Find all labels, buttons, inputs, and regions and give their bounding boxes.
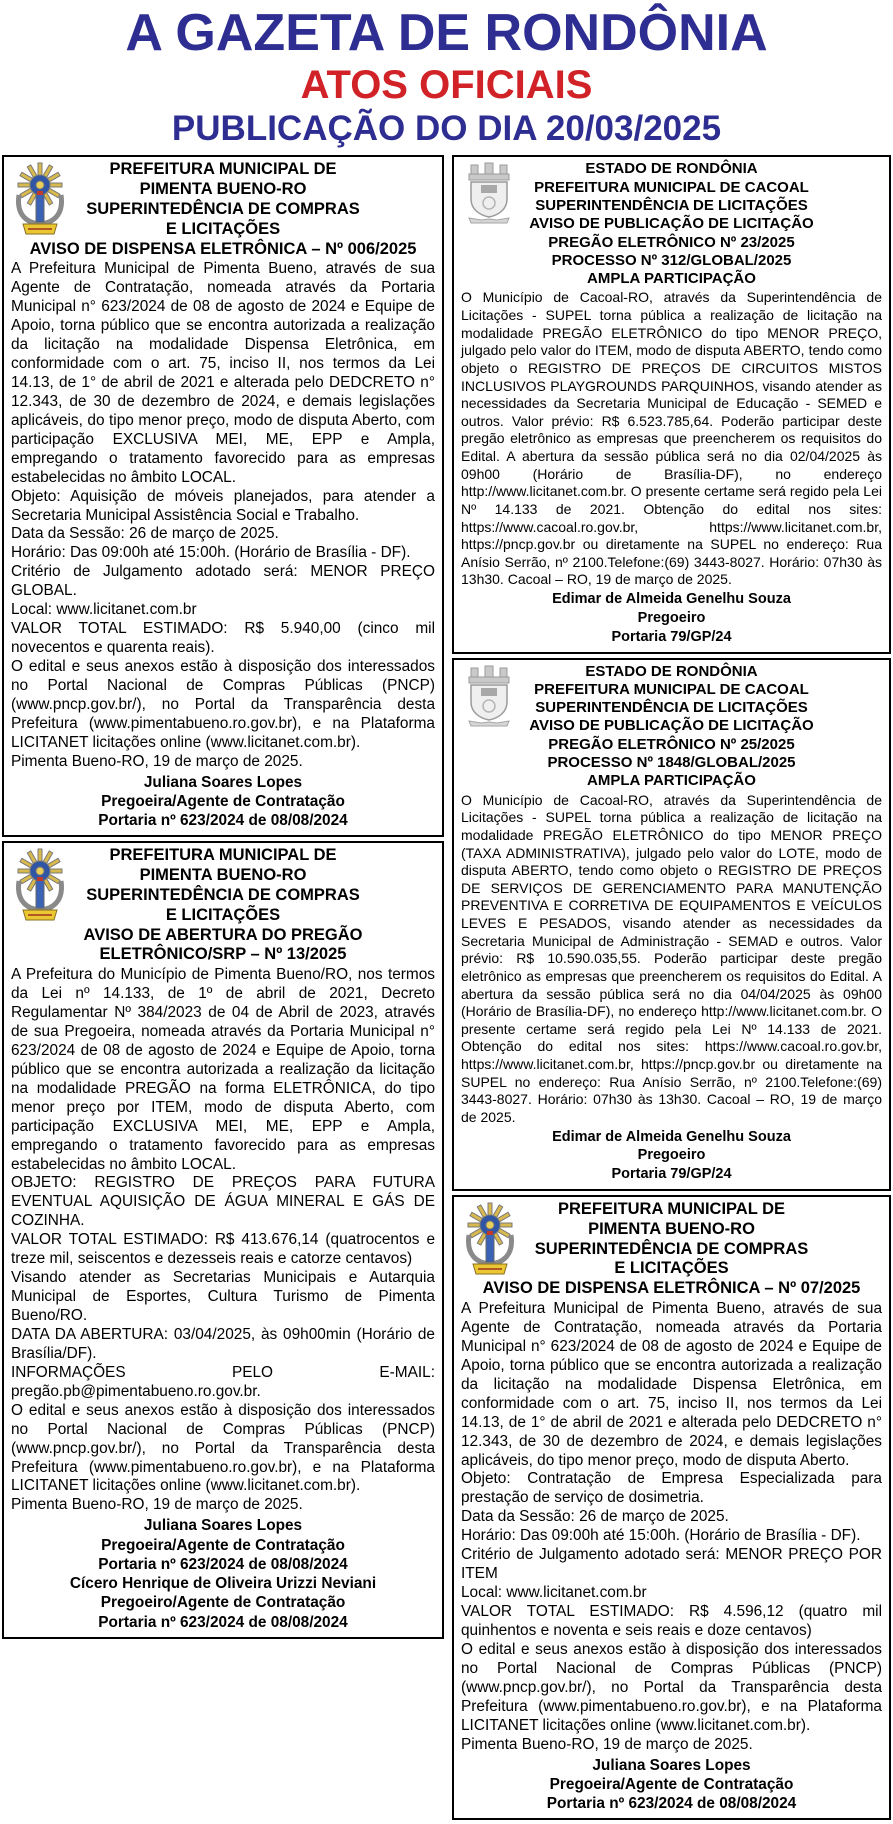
notice-paragraph: O Município de Cacoal-RO, através da Superintendência de Licitações - SUPEL torna pública a realização de licitação na modalidade PREGÃO ELETRÔNICO do tipo MENOR PREÇO (TAXA ADMINISTRATIVA), julgado pelo valor do LOTE, modo de disputa ABERTO, tendo como objeto o REGISTRO DE PREÇOS DE SERVIÇOS DE GERENCIAMENTO PARA MANUTENÇÃO PREVENTIVA E CORRETIVA DE EQUIPAMENTOS E VEÍCULOS LEVES E PESADOS, visando atender as necessidades da Secretaria Municipal de Administração - SEMAD e outros. Valor prévio: R$ 10.590.035,55. Poderão participar deste pregão eletrônico as empresas que preencherem os requisitos do Edital. A abertura da sessão pública será no dia 04/04/2025 às 09h00 (Horário de Brasília-DF), no endereço http://www.licitanet.com.br. O presente certame será regido pela Lei Nº 14.133 de 2021. Obtenção do edital nos sites: https://www.cacoal.ro.gov.br, https://www.licitanet.com.br, https://pncp.gov.br ou diretamente na SUPEL no endereço: Rua Anísio Serrão, nº 2100.Telefone:(69) 3443-8027. Horário: 07h30 às 13h30. Cacoal – RO, 19 de março de 2025. bbox=[461, 791, 882, 1125]
notice-header-line: AVISO DE PUBLICAÇÃO DE LICITAÇÃO bbox=[529, 717, 814, 735]
notice-paragraph: Pimenta Bueno-RO, 19 de março de 2025. bbox=[11, 752, 303, 770]
notice-header-line: SUPERINTEDÊNCIA DE COMPRAS bbox=[86, 199, 360, 218]
signature-line: Pregoeiro bbox=[637, 1147, 706, 1164]
notice-paragraph: Critério de Julgamento adotado será: MENOR PREÇO GLOBAL. bbox=[11, 563, 435, 600]
paper-title: A GAZETA DE RONDÔNIA bbox=[125, 4, 768, 62]
notice-header bbox=[461, 663, 882, 791]
notice-header-line: SUPERINTENDÊNCIA DE LICITAÇÕES bbox=[535, 196, 808, 214]
right-column bbox=[452, 155, 891, 1824]
signature-line: Pregoeira/Agente de Contratação bbox=[101, 1536, 345, 1554]
notice-paragraph: Horário: Das 09:00h até 15:00h. (Horário de Brasília - DF). bbox=[461, 1527, 861, 1545]
notice-header-line: ELETRÔNICO/SRP – Nº 13/2025 bbox=[99, 945, 347, 964]
signature-line: Juliana Soares Lopes bbox=[592, 1756, 751, 1774]
columns-container bbox=[0, 155, 893, 1824]
notice-paragraph: O Município de Cacoal-RO, através da Superintendência de Licitações - SUPEL torna pública a realização de licitação na modalidade PREGÃO ELETRÔNICO do tipo MENOR PREÇO, julgado pelo valor do ITEM, modo de disputa ABERTO, tendo como objeto o REGISTRO DE PREÇOS DE CIRCUITOS MISTOS INCLUSIVOS PLAYGROUNDS PARQUINHOS, visando atender as necessidades da Secretaria Municipal de Educação - SEMED e outros. Valor prévio: R$ 6.523.785,64. Poderão participar deste pregão eletrônico as empresas que preencherem os requisitos do Edital. A abertura da sessão pública será no dia 02/04/2025 às 09h00 (Horário de Brasília-DF), no endereço http://www.licitanet.com.br. O presente certame será regido pela Lei Nº 14.133 de 2021. Obtenção do edital nos sites: https://www.cacoal.ro.gov.br, https://www.licitanet.com.br, https://pncp.gov.br ou diretamente na SUPEL no endereço: Rua Anísio Serrão, nº 2100.Telefone:(69) 3443-8027. Horário: 07h30 às 13h30. Cacoal – RO, 19 de março de 2025. bbox=[461, 289, 882, 588]
notice-header bbox=[11, 160, 435, 259]
notice-header-line: PROCESSO Nº 312/GLOBAL/2025 bbox=[551, 251, 792, 269]
notice-header bbox=[11, 846, 435, 965]
notice-paragraph: A Prefeitura Municipal de Pimenta Bueno, através de sua Agente de Contratação, nomeada através da Portaria Municipal n° 623/2024 de 08 de agosto de 2024 e Equipe de Apoio, torna público que se encontra autorizada a realização da licitação na modalidade Dispensa Eletrônica, em conformidade com o art. 75, inciso II, nos termos da Lei 14.13, de 1° de abril de 2021 e alterada pelo DEDCRETO n° 12.343, de 30 de dezembro de 2024, e demais legislações aplicáveis, do tipo menor preço, modo de disputa Aberto. bbox=[461, 1300, 882, 1469]
signature-line: Edimar de Almeida Genelhu Souza bbox=[552, 591, 791, 608]
notice-header-line: PROCESSO Nº 1848/GLOBAL/2025 bbox=[547, 754, 796, 772]
notice-cacoal-pregao-25 bbox=[452, 658, 891, 1191]
notice-header-line: ESTADO DE RONDÔNIA bbox=[585, 662, 758, 680]
notice-paragraph: Horário: Das 09:00h até 15:00h. (Horário de Brasília - DF). bbox=[11, 544, 411, 562]
notice-paragraph: Data da Sessão: 26 de março de 2025. bbox=[461, 1508, 729, 1526]
signature-line: Juliana Soares Lopes bbox=[143, 773, 303, 791]
notice-header-line: SUPERINTEDÊNCIA DE COMPRAS bbox=[534, 1239, 809, 1258]
cacoal-crest-icon bbox=[461, 161, 517, 230]
notice-header-line: SUPERINTEDÊNCIA DE COMPRAS bbox=[86, 885, 360, 904]
notice-signature bbox=[461, 590, 882, 647]
notice-header-line: AMPLA PARTICIPAÇÃO bbox=[587, 270, 756, 288]
notice-signature bbox=[461, 1756, 882, 1814]
signature-line: Edimar de Almeida Genelhu Souza bbox=[552, 1128, 791, 1145]
notice-paragraph: Objeto: Aquisição de móveis planejados, para atender a Secretaria Municipal Assistência Social e Trabalho. bbox=[11, 487, 435, 524]
notice-header-line: PREFEITURA MUNICIPAL DE bbox=[557, 1200, 786, 1219]
notice-header-lines bbox=[461, 663, 882, 791]
notice-pimenta-bueno-dispensa-006 bbox=[2, 155, 444, 837]
notice-header-lines bbox=[461, 1200, 882, 1299]
signature-line: Portaria nº 623/2024 de 08/08/2024 bbox=[546, 1795, 797, 1813]
notice-header-line: AVISO DE PUBLICAÇÃO DE LICITAÇÃO bbox=[529, 215, 814, 233]
notice-header-line: E LICITAÇÕES bbox=[165, 905, 281, 924]
notice-header-line: PIMENTA BUENO-RO bbox=[139, 180, 307, 199]
notice-header-line: PREFEITURA MUNICIPAL DE bbox=[109, 160, 337, 179]
notice-paragraph: O edital e seus anexos estão à disposição dos interessados no Portal Nacional de Compras Públicas (PNCP) (www.pncp.gov.br/), no Portal da Transparência desta Prefeitura (www.pimentabueno.ro.gov.br), e na Plataforma LICITANET licitações online (www.licitanet.com.br). bbox=[11, 1401, 435, 1495]
notice-paragraph: O edital e seus anexos estão à disposição dos interessados no Portal Nacional de Compras Públicas (PNCP) (www.pncp.gov.br/), no Portal da Transparência desta Prefeitura (www.pimentabueno.ro.gov.br), e na Plataforma LICITANET licitações online (www.licitanet.com.br). bbox=[461, 1640, 882, 1734]
notice-header-line: AVISO DE ABERTURA DO PREGÃO bbox=[83, 925, 363, 944]
notice-paragraph: DATA DA ABERTURA: 03/04/2025, às 09h00min (Horário de Brasília/DF). bbox=[11, 1325, 435, 1362]
notice-paragraph: O edital e seus anexos estão à disposição dos interessados no Portal Nacional de Compras Públicas (PNCP) (www.pncp.gov.br/), no Portal da Transparência desta Prefeitura (www.pimentabueno.ro.gov.br), e na Plataforma LICITANET licitações online (www.licitanet.com.br). bbox=[11, 658, 435, 751]
notice-header-line: E LICITAÇÕES bbox=[614, 1259, 729, 1278]
notice-paragraph: VALOR TOTAL ESTIMADO: R$ 413.676,14 (quatrocentos e treze mil, seiscentos e dezesseis reais e catorze centavos) bbox=[11, 1231, 435, 1268]
notice-header bbox=[461, 160, 882, 288]
notice-paragraph: Critério de Julgamento adotado será: MENOR PREÇO POR ITEM bbox=[461, 1546, 882, 1583]
notice-body bbox=[11, 966, 435, 1515]
notice-header-lines bbox=[461, 160, 882, 288]
notice-paragraph: OBJETO: REGISTRO DE PREÇOS PARA FUTURA EVENTUAL AQUISIÇÃO DE ÁGUA MINERAL E GÁS DE COZINHA. bbox=[11, 1174, 435, 1230]
notice-paragraph: A Prefeitura do Município de Pimenta Bueno/RO, nos termos da Lei nº 14.133, de 1º de abril de 2021, Decreto Regulamentar Nº 384/2023 de 04 de Abril de 2023, através de sua Pregoeira, nomeada através da Portaria Municipal n° 623/2024 de 08 de agosto de 2024 e Equipe de Apoio, torna público que se encontra autorizada a realização da licitação na modalidade PREGÃO na forma ELETRÔNICA, do tipo menor preço por ITEM, modo de disputa Aberto, com participação EXCLUSIVA MEI, ME, EPP e Ampla, empregando o tratamento favorecido para as empresas estabelecidas no âmbito LOCAL. bbox=[11, 966, 435, 1173]
paper-subtitle: ATOS OFICIAIS bbox=[300, 62, 593, 107]
notice-paragraph: Local: www.licitanet.com.br bbox=[461, 1584, 647, 1602]
notice-header-line: PIMENTA BUENO-RO bbox=[139, 866, 307, 885]
notice-header bbox=[461, 1200, 882, 1299]
notice-paragraph: Local: www.licitanet.com.br bbox=[11, 601, 197, 619]
notice-paragraph: VALOR TOTAL ESTIMADO: R$ 4.596,12 (quatro mil quinhentos e noventa e seis reais e doze centavos) bbox=[461, 1603, 882, 1639]
pimenta-bueno-crest-icon bbox=[11, 847, 69, 928]
notice-header-line: PREFEITURA MUNICIPAL DE bbox=[109, 846, 337, 865]
notice-signature bbox=[11, 1516, 435, 1632]
signature-line: Pregoeira/Agente de Contratação bbox=[549, 1775, 794, 1793]
signature-line: Cícero Henrique de Oliveira Urizzi Neviani bbox=[69, 1575, 377, 1593]
notice-paragraph: Pimenta Bueno-RO, 19 de março de 2025. bbox=[11, 1496, 303, 1514]
notice-paragraph: INFORMAÇÕES PELO E-MAIL: pregão.pb@pimentabueno.ro.gov.br. bbox=[11, 1363, 435, 1400]
notice-paragraph: A Prefeitura Municipal de Pimenta Bueno, através de sua Agente de Contratação, nomeada através da Portaria Municipal n° 623/2024 de 08 de agosto de 2024 e Equipe de Apoio, torna público que se encontra autorizada a realização da licitação na modalidade Dispensa Eletrônica, em conformidade com o art. 75, inciso II, nos termos da Lei 14.13, de 1° de abril de 2021 e alterada pelo DEDCRETO n° 12.343, de 30 de dezembro de 2024, e demais legislações aplicáveis, do tipo menor preço, modo de disputa Aberto, com participação EXCLUSIVA MEI, ME, EPP e Ampla, empregando o tratamento favorecido para as empresas estabelecidas no âmbito LOCAL. bbox=[11, 260, 435, 486]
notice-body bbox=[11, 260, 435, 771]
notice-header-line: PREFEITURA MUNICIPAL DE CACOAL bbox=[534, 178, 809, 196]
notice-header-line: ESTADO DE RONDÔNIA bbox=[585, 160, 758, 178]
notice-header-line: PREGÃO ELETRÔNICO Nº 25/2025 bbox=[548, 735, 795, 753]
notice-header-line: PREFEITURA MUNICIPAL DE CACOAL bbox=[534, 680, 809, 698]
left-column bbox=[2, 155, 444, 1643]
signature-line: Portaria 79/GP/24 bbox=[611, 628, 732, 645]
notice-paragraph: Visando atender as Secretarias Municipais e Autarquia Municipal de Esportes, Cultura Turismo de Pimenta Bueno/RO. bbox=[11, 1269, 435, 1325]
signature-line: Portaria nº 623/2024 de 08/08/2024 bbox=[98, 812, 348, 830]
notice-paragraph: Pimenta Bueno-RO, 19 de março de 2025. bbox=[461, 1735, 753, 1753]
publication-date-line: PUBLICAÇÃO DO DIA 20/03/2025 bbox=[171, 108, 722, 148]
notice-paragraph: VALOR TOTAL ESTIMADO: R$ 5.940,00 (cinco mil novecentos e quarenta reais). bbox=[11, 620, 435, 657]
cacoal-crest-icon bbox=[461, 664, 517, 733]
signature-line: Pregoeiro/Agente de Contratação bbox=[100, 1594, 346, 1612]
notice-header-line: AMPLA PARTICIPAÇÃO bbox=[587, 772, 756, 790]
signature-line: Portaria 79/GP/24 bbox=[611, 1166, 732, 1183]
notice-body bbox=[461, 289, 882, 589]
signature-line: Portaria nº 623/2024 de 08/08/2024 bbox=[98, 1613, 348, 1631]
notice-header-line: AVISO DE DISPENSA ELETRÔNICA – Nº 006/2025 bbox=[29, 239, 417, 258]
notice-paragraph: Data da Sessão: 26 de março de 2025. bbox=[11, 525, 279, 543]
notice-body bbox=[461, 1300, 882, 1755]
notice-pimenta-bueno-pregao-13 bbox=[2, 841, 444, 1638]
notice-paragraph: Objeto: Contratação de Empresa Especializada para prestação de serviço de dosimetria. bbox=[461, 1470, 882, 1507]
notice-header-line: SUPERINTENDÊNCIA DE LICITAÇÕES bbox=[535, 699, 808, 717]
notice-header-lines bbox=[11, 160, 435, 259]
notice-header-line: AVISO DE DISPENSA ELETRÔNICA – Nº 07/2025 bbox=[482, 1279, 861, 1298]
masthead bbox=[0, 0, 893, 147]
notice-signature bbox=[11, 773, 435, 831]
notice-body bbox=[461, 792, 882, 1127]
notice-signature bbox=[461, 1128, 882, 1185]
notice-header-line: PIMENTA BUENO-RO bbox=[588, 1219, 755, 1238]
signature-line: Portaria nº 623/2024 de 08/08/2024 bbox=[98, 1555, 348, 1573]
notice-cacoal-pregao-23 bbox=[452, 155, 891, 653]
notice-header-lines bbox=[11, 846, 435, 965]
pimenta-bueno-crest-icon bbox=[461, 1201, 519, 1282]
signature-line: Pregoeiro bbox=[637, 609, 706, 626]
signature-line: Pregoeira/Agente de Contratação bbox=[101, 792, 345, 810]
notice-pimenta-bueno-dispensa-07 bbox=[452, 1195, 891, 1820]
notice-header-line: PREGÃO ELETRÔNICO Nº 23/2025 bbox=[548, 233, 795, 251]
signature-line: Juliana Soares Lopes bbox=[143, 1517, 303, 1535]
notice-header-line: E LICITAÇÕES bbox=[165, 219, 281, 238]
pimenta-bueno-crest-icon bbox=[11, 161, 69, 242]
